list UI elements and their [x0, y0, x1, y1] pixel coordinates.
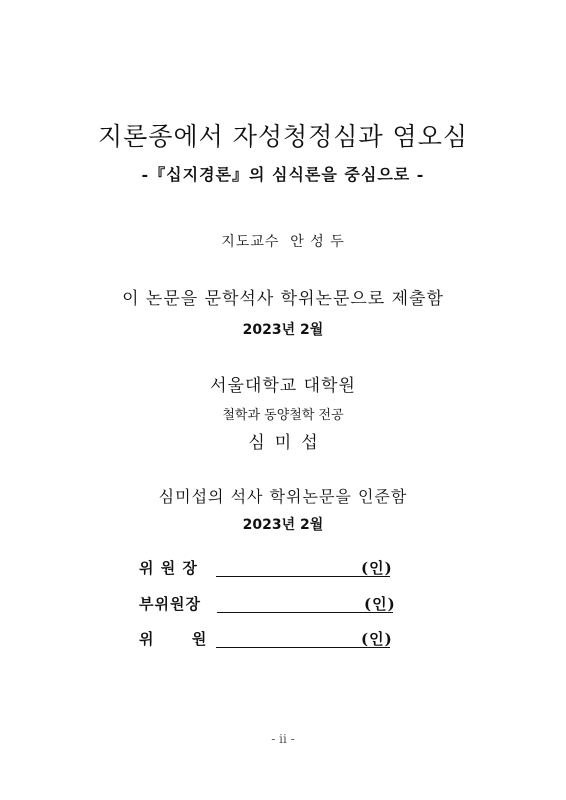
submission-statement: 이 논문을 문학석사 학위논문으로 제출함 [122, 289, 444, 309]
approval-statement: 심미섭의 석사 학위논문을 인준함 [158, 487, 408, 506]
thesis-subtitle: -『십지경론』의 심식론을 중심으로 - [141, 165, 425, 184]
committee-role: 부위원장 [139, 595, 201, 613]
school-name: 서울대학교 대학원 [210, 376, 356, 396]
thesis-title: 지론종에서 자성청정심과 염오심 [98, 122, 468, 151]
committee-row-member [139, 628, 399, 650]
submission-date: 2023년 2월 [242, 322, 324, 338]
committee-row-vice-chair [139, 593, 399, 615]
department-name: 철학과 동양철학 전공 [222, 408, 344, 423]
committee-row-chair [139, 557, 399, 579]
approval-date: 2023년 2월 [242, 517, 324, 533]
seal-mark: (인) [361, 559, 393, 577]
seal-mark: (인) [364, 595, 396, 613]
committee-role: 위 원 [139, 630, 208, 648]
advisor-line: 지도교수 안 성 두 [221, 234, 345, 250]
committee-role: 위 원 장 [139, 559, 198, 577]
seal-mark: (인) [361, 630, 393, 648]
author-name: 심미섭 [248, 433, 328, 453]
page-number: - ii - [271, 732, 295, 746]
